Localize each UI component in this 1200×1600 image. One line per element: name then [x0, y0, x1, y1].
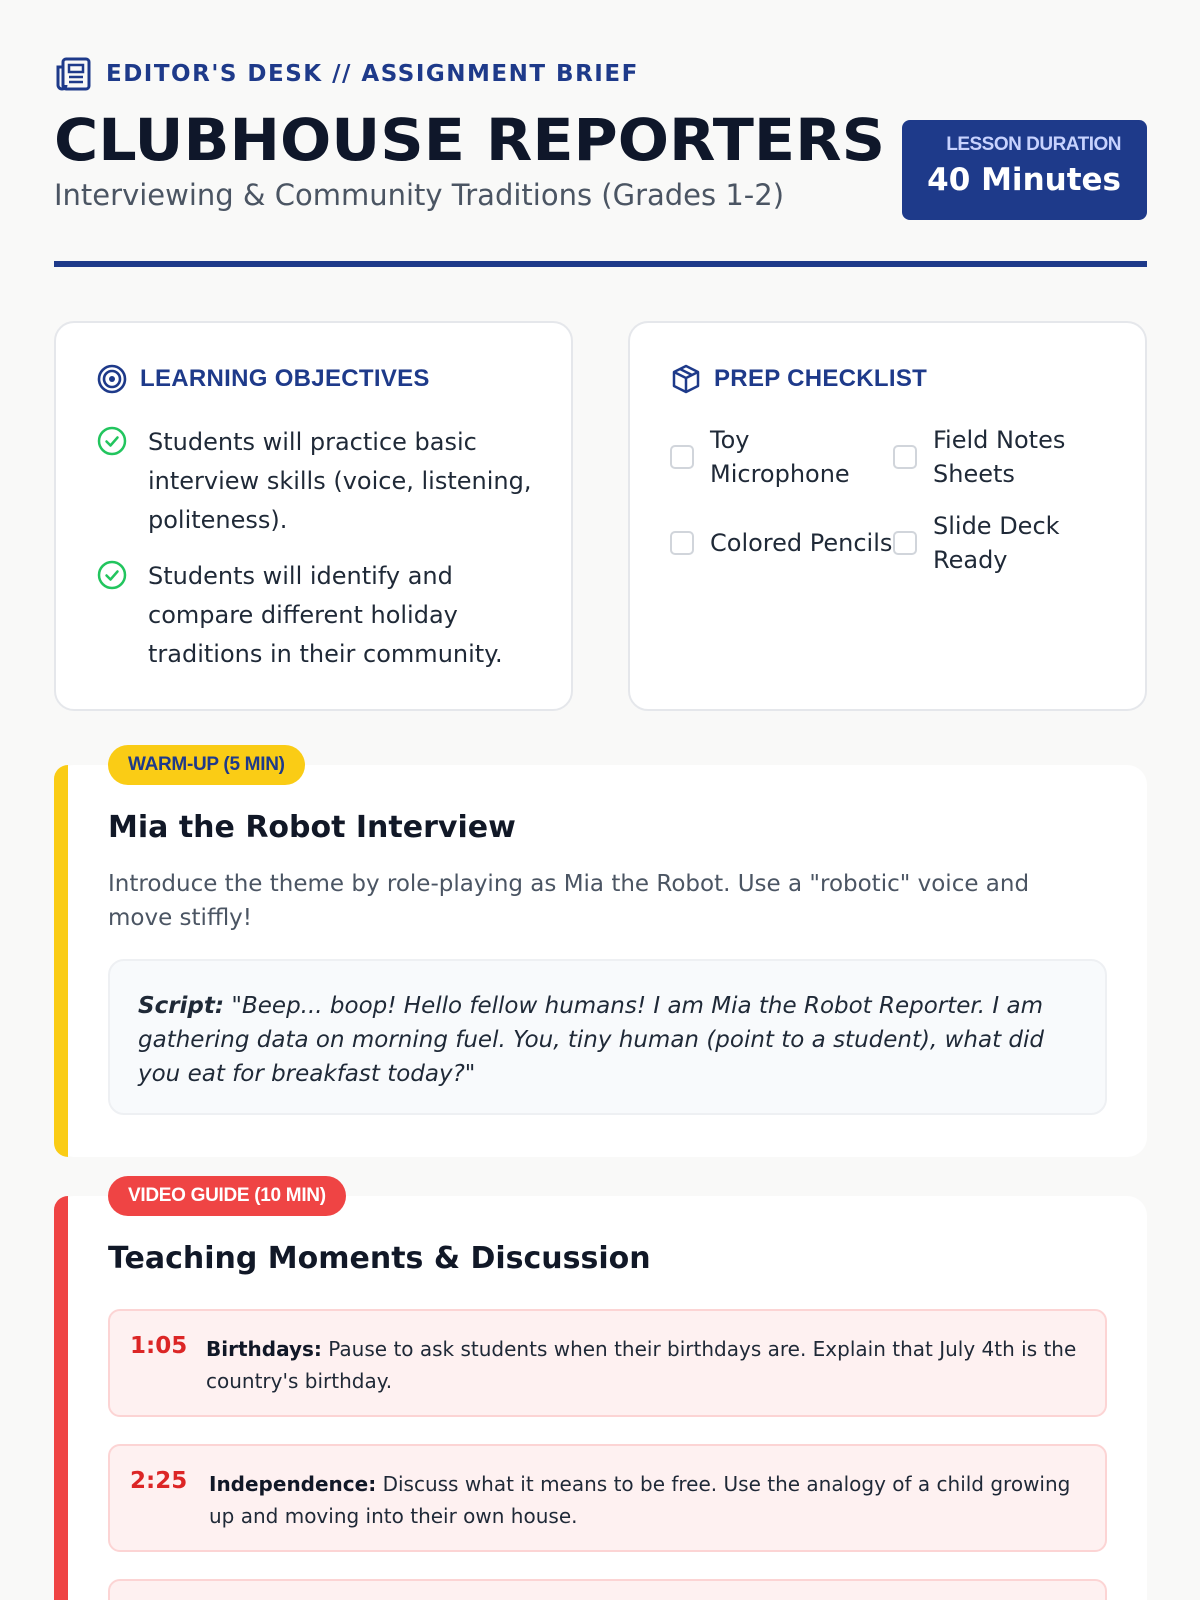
- moment-label: Birthdays:: [206, 1337, 322, 1361]
- checkbox[interactable]: [893, 531, 917, 555]
- prep-item-field-notes[interactable]: [893, 423, 1115, 491]
- prep-item-colored-pencils[interactable]: [670, 509, 893, 577]
- checkbox[interactable]: [670, 531, 694, 555]
- video-guide-tag: VIDEO GUIDE (10 MIN): [108, 1176, 346, 1216]
- duration-value: 40 Minutes: [927, 162, 1121, 198]
- prep-item-slide-deck[interactable]: [893, 509, 1115, 577]
- prep-heading-row: [670, 363, 927, 395]
- script-box: [108, 959, 1107, 1115]
- moment-timestamp: 2:25: [130, 1468, 188, 1494]
- objectives-heading-row: [96, 363, 430, 395]
- section-accent-bar: [54, 765, 68, 1157]
- teaching-moment: [108, 1579, 1107, 1600]
- prep-heading: PREP CHECKLIST: [714, 365, 928, 392]
- objective-item: [96, 423, 541, 540]
- lesson-duration-badge: [902, 120, 1147, 220]
- teaching-moment: [108, 1309, 1107, 1417]
- target-icon: [96, 363, 128, 395]
- objective-text: Students will identify and compare different holiday traditions in their community.: [148, 562, 503, 668]
- moment-text: [206, 1333, 1085, 1397]
- moment-body: Discuss what it means to be free. Use the analogy of a child growing up and moving into their own house.: [209, 1472, 1071, 1528]
- moment-text: [209, 1468, 1085, 1532]
- teaching-moment: [108, 1444, 1107, 1552]
- video-guide-title: Teaching Moments & Discussion: [108, 1241, 651, 1276]
- objective-text: Students will practice basic interview skills (voice, listening, politeness).: [148, 428, 532, 534]
- script-text: "Beep... boop! Hello fellow humans! I am Mia the Robot Reporter. I am gathering data on morning fuel. You, tiny human (point to a student), what did you eat for breakfast today?": [138, 993, 1044, 1087]
- objectives-heading: LEARNING OBJECTIVES: [140, 365, 430, 392]
- page-title: CLUBHOUSE REPORTERS: [54, 106, 886, 174]
- check-circle-icon: [96, 559, 128, 591]
- warmup-description: Introduce the theme by role-playing as Mia the Robot. Use a "robotic" voice and move stiffly!: [108, 871, 1030, 931]
- prep-item-label: Field Notes Sheets: [933, 426, 1066, 488]
- duration-label: LESSON DURATION: [946, 134, 1121, 155]
- warmup-title: Mia the Robot Interview: [108, 810, 516, 845]
- check-circle-icon: [96, 425, 128, 457]
- newspaper-icon: [54, 55, 92, 93]
- prep-item-toy-microphone[interactable]: [670, 423, 893, 491]
- objective-item: [96, 557, 541, 674]
- objectives-card: [54, 321, 573, 711]
- warmup-tag: WARM-UP (5 MIN): [108, 745, 305, 785]
- eyebrow-row: [54, 55, 639, 93]
- warmup-section: [54, 754, 1147, 1157]
- prep-checklist-card: [628, 321, 1147, 711]
- prep-item-label: Slide Deck Ready: [933, 512, 1060, 574]
- moment-timestamp: 1:05: [130, 1333, 188, 1359]
- box-icon: [670, 363, 702, 395]
- header-divider: [54, 261, 1147, 267]
- eyebrow-text: EDITOR'S DESK // ASSIGNMENT BRIEF: [106, 61, 639, 87]
- video-guide-section: [54, 1185, 1147, 1600]
- section-accent-bar: [54, 1196, 68, 1600]
- moment-label: Independence:: [209, 1472, 377, 1496]
- objectives-list: [96, 423, 541, 691]
- checkbox[interactable]: [670, 445, 694, 469]
- prep-item-label: Colored Pencils: [710, 529, 893, 557]
- moment-body: Pause to ask students when their birthdays are. Explain that July 4th is the country's birthday.: [206, 1337, 1077, 1393]
- checkbox[interactable]: [893, 445, 917, 469]
- script-label: Script:: [138, 993, 225, 1019]
- page-subtitle: Interviewing & Community Traditions (Grades 1-2): [54, 178, 785, 212]
- prep-item-label: Toy Microphone: [710, 426, 850, 488]
- prep-checklist: [670, 423, 1115, 577]
